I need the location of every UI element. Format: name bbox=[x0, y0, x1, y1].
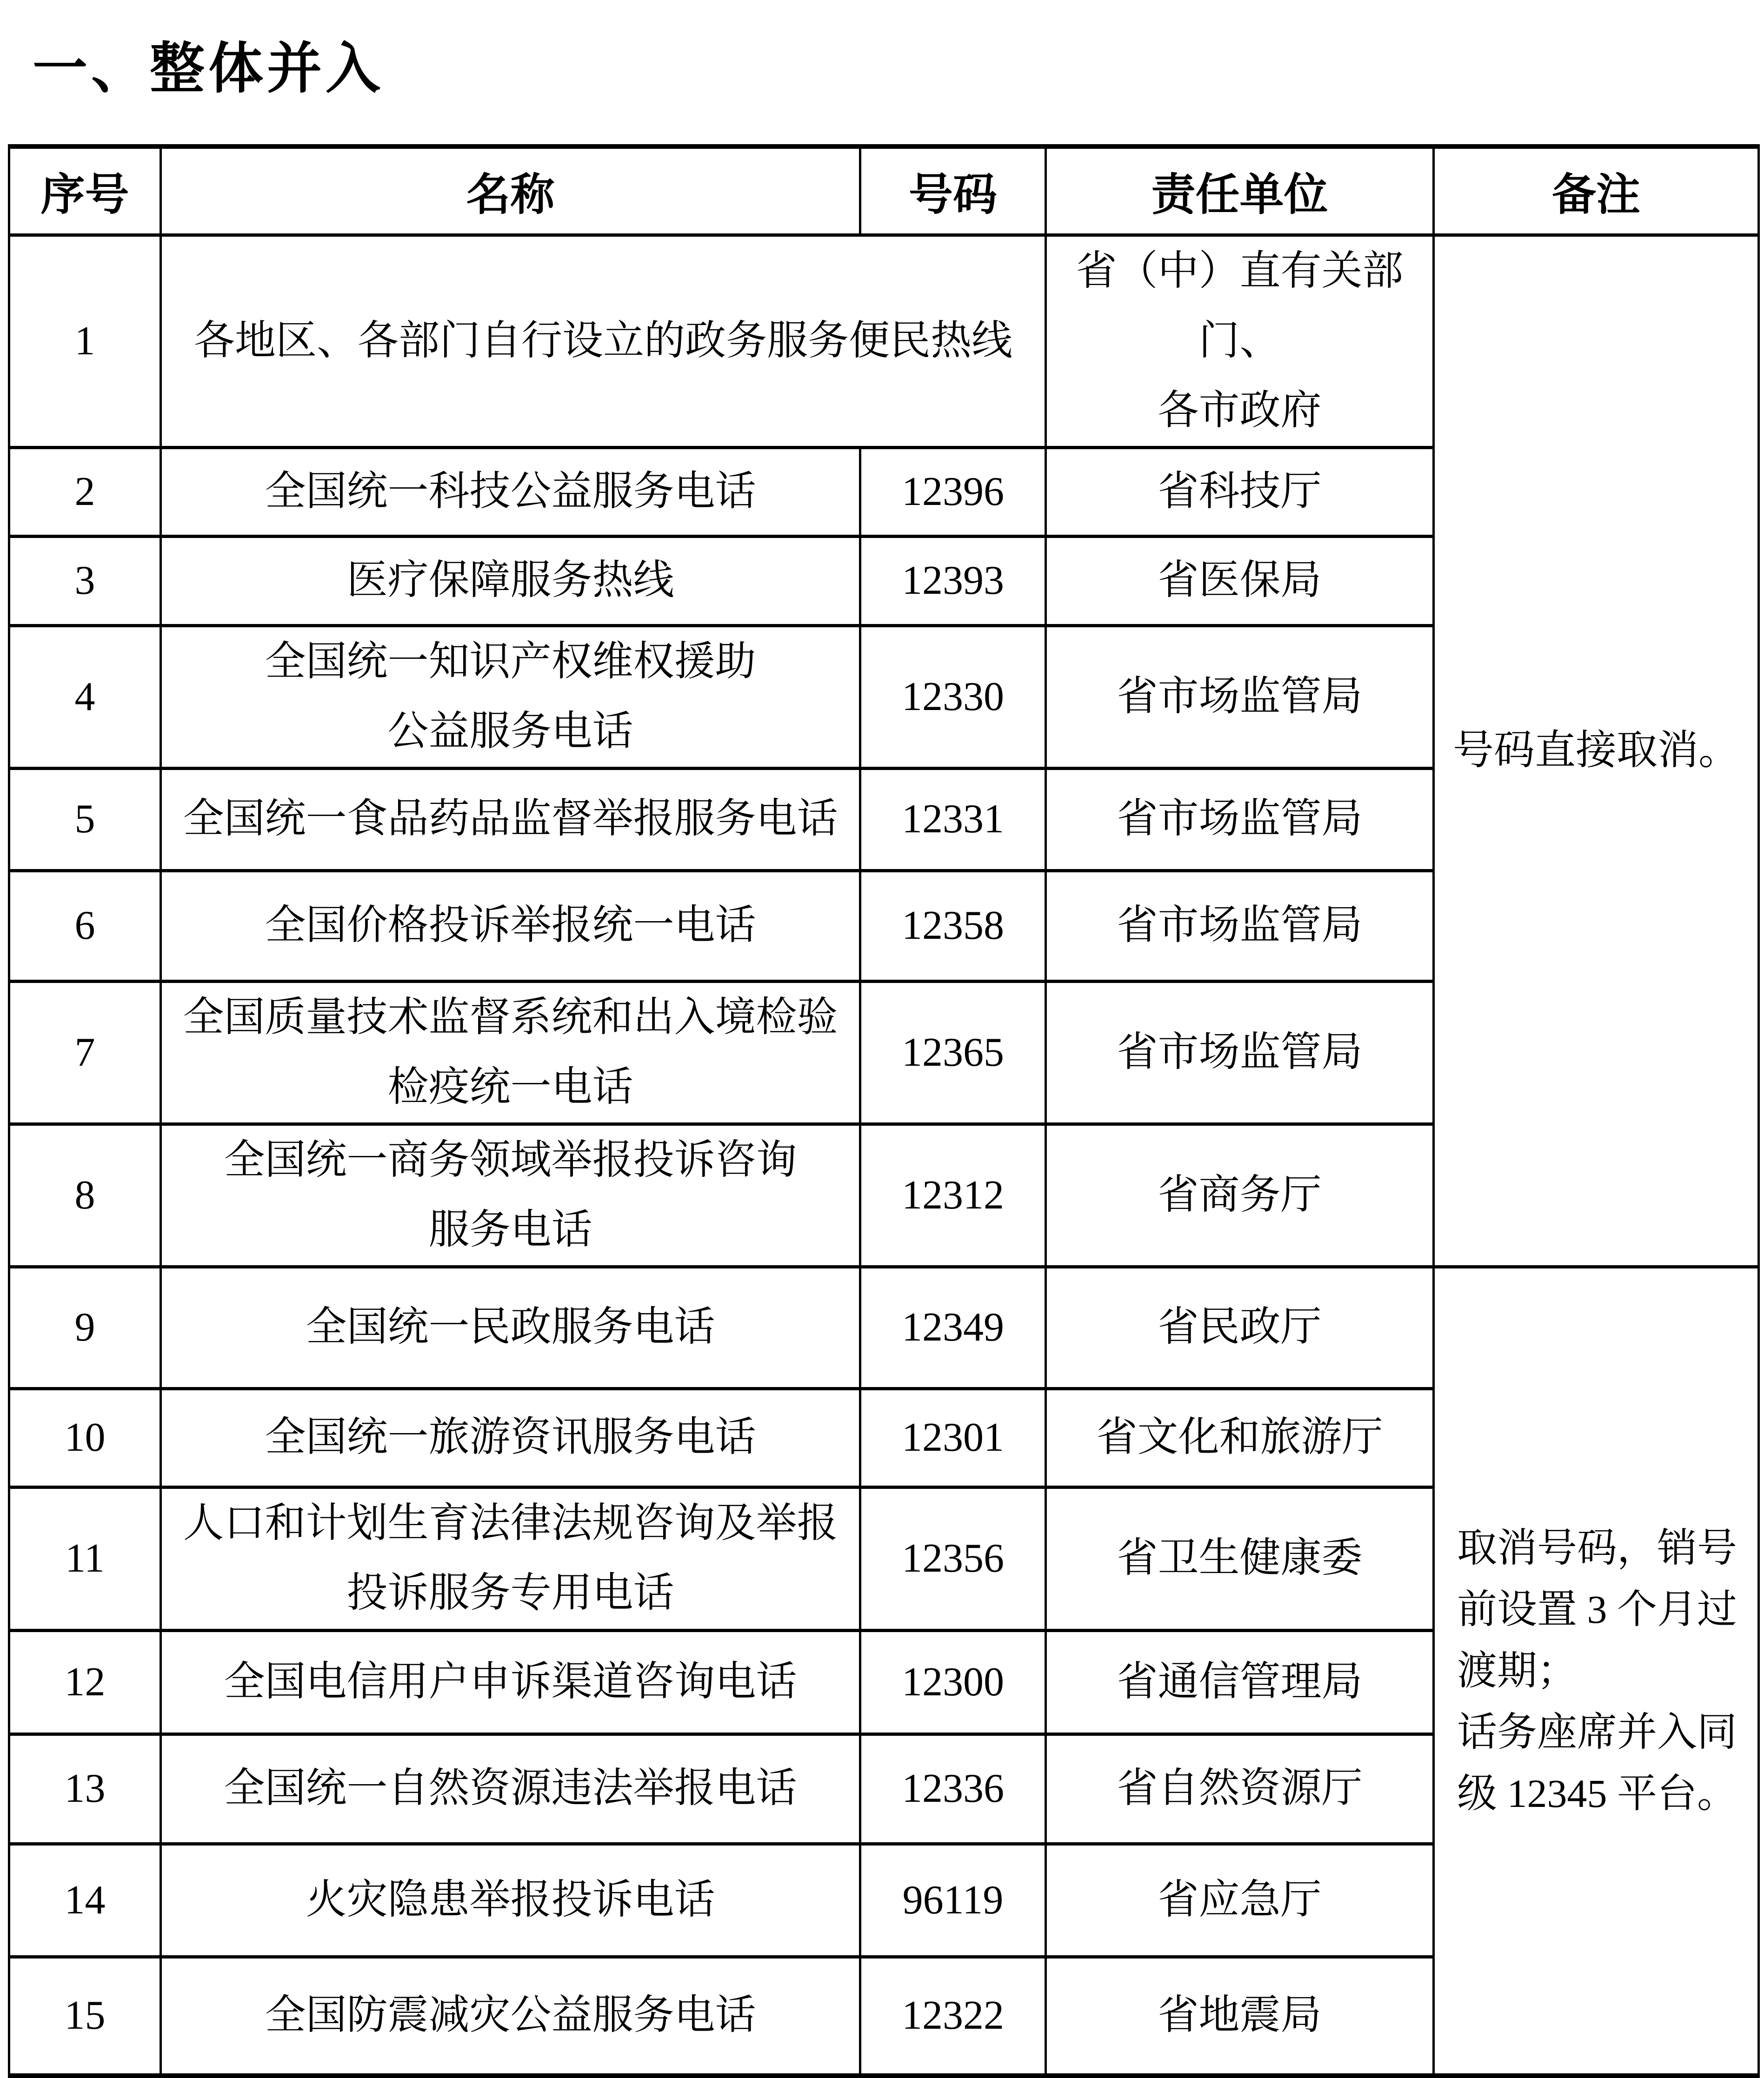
cell-number: 12365 bbox=[860, 981, 1046, 1124]
cell-serial: 2 bbox=[9, 447, 161, 536]
cell-unit: 省自然资源厅 bbox=[1046, 1734, 1434, 1844]
cell-unit: 省民政厅 bbox=[1046, 1267, 1434, 1388]
cell-serial: 9 bbox=[9, 1267, 161, 1388]
cell-name: 火灾隐患举报投诉电话 bbox=[161, 1844, 860, 1957]
remark-line: 取消号码，销号 bbox=[1457, 1526, 1737, 1571]
cell-serial: 11 bbox=[9, 1487, 161, 1630]
cell-unit: 省市场监管局 bbox=[1046, 981, 1434, 1124]
cell-unit: 省科技厅 bbox=[1046, 447, 1434, 536]
table-row bbox=[9, 1267, 1759, 1388]
cell-unit-line: 省（中）直有关部门、 bbox=[1076, 248, 1404, 364]
remark-line: 前设置 3 个月过 bbox=[1457, 1587, 1737, 1632]
cell-unit: 省市场监管局 bbox=[1046, 625, 1434, 768]
cell-name-line: 全国质量技术监督系统和出入境检验 bbox=[183, 995, 838, 1040]
table-header-row bbox=[9, 146, 1759, 235]
cell-number: 12322 bbox=[860, 1957, 1046, 2076]
cell-serial: 12 bbox=[9, 1630, 161, 1734]
cell-name bbox=[161, 981, 860, 1124]
cell-name: 全国价格投诉举报统一电话 bbox=[161, 870, 860, 981]
cell-name-line: 服务电话 bbox=[428, 1207, 592, 1253]
cell-number: 12393 bbox=[860, 536, 1046, 625]
cell-name-line: 投诉服务专用电话 bbox=[346, 1571, 674, 1616]
cell-number: 12301 bbox=[860, 1388, 1046, 1487]
cell-name: 全国统一科技公益服务电话 bbox=[161, 447, 860, 536]
cell-serial: 3 bbox=[9, 536, 161, 625]
header-remark: 备注 bbox=[1434, 146, 1759, 235]
cell-serial: 5 bbox=[9, 768, 161, 870]
cell-number: 12300 bbox=[860, 1630, 1046, 1734]
cell-name: 全国电信用户申诉渠道咨询电话 bbox=[161, 1630, 860, 1734]
cell-name: 全国防震减灾公益服务电话 bbox=[161, 1957, 860, 2076]
cell-unit-line: 各市政府 bbox=[1158, 388, 1322, 433]
remark-line: 级 12345 平台。 bbox=[1457, 1771, 1737, 1816]
cell-remark-rows-9-15 bbox=[1434, 1267, 1759, 2076]
remark-line: 渡期； bbox=[1457, 1648, 1577, 1693]
cell-name-line: 检疫统一电话 bbox=[387, 1064, 633, 1110]
header-number: 号码 bbox=[860, 146, 1046, 235]
cell-number: 12330 bbox=[860, 625, 1046, 768]
cell-unit bbox=[1046, 235, 1434, 447]
cell-unit: 省市场监管局 bbox=[1046, 768, 1434, 870]
cell-name-line: 全国统一商务领域举报投诉咨询 bbox=[224, 1137, 797, 1183]
cell-number: 12336 bbox=[860, 1734, 1046, 1844]
cell-number: 96119 bbox=[860, 1844, 1046, 1957]
cell-unit: 省应急厅 bbox=[1046, 1844, 1434, 1957]
cell-serial: 15 bbox=[9, 1957, 161, 2076]
cell-unit: 省商务厅 bbox=[1046, 1124, 1434, 1267]
cell-name bbox=[161, 1487, 860, 1630]
cell-serial: 4 bbox=[9, 625, 161, 768]
cell-serial: 8 bbox=[9, 1124, 161, 1267]
remark-line: 话务座席并入同 bbox=[1457, 1710, 1737, 1755]
cell-number: 12396 bbox=[860, 447, 1046, 536]
merge-hotlines-table bbox=[8, 144, 1760, 2078]
cell-unit: 省通信管理局 bbox=[1046, 1630, 1434, 1734]
cell-number: 12349 bbox=[860, 1267, 1046, 1388]
cell-number: 12356 bbox=[860, 1487, 1046, 1630]
cell-name: 各地区、各部门自行设立的政务服务便民热线 bbox=[161, 235, 1046, 447]
cell-name bbox=[161, 625, 860, 768]
cell-serial: 13 bbox=[9, 1734, 161, 1844]
page-title: 一、整体并入 bbox=[33, 38, 385, 100]
cell-unit: 省市场监管局 bbox=[1046, 870, 1434, 981]
cell-remark-rows-1-8: 号码直接取消。 bbox=[1434, 235, 1759, 1267]
cell-serial: 7 bbox=[9, 981, 161, 1124]
cell-number: 12312 bbox=[860, 1124, 1046, 1267]
cell-name-line: 人口和计划生育法律法规咨询及举报 bbox=[183, 1501, 838, 1546]
cell-name: 全国统一自然资源违法举报电话 bbox=[161, 1734, 860, 1844]
cell-name: 全国统一旅游资讯服务电话 bbox=[161, 1388, 860, 1487]
cell-name: 全国统一食品药品监督举报服务电话 bbox=[161, 768, 860, 870]
table-row bbox=[9, 235, 1759, 447]
header-name: 名称 bbox=[161, 146, 860, 235]
cell-serial: 6 bbox=[9, 870, 161, 981]
header-unit: 责任单位 bbox=[1046, 146, 1434, 235]
cell-unit: 省文化和旅游厅 bbox=[1046, 1388, 1434, 1487]
header-serial: 序号 bbox=[9, 146, 161, 235]
cell-name-line: 全国统一知识产权维权援助 bbox=[265, 639, 756, 684]
cell-unit: 省地震局 bbox=[1046, 1957, 1434, 2076]
cell-unit: 省卫生健康委 bbox=[1046, 1487, 1434, 1630]
cell-name: 医疗保障服务热线 bbox=[161, 536, 860, 625]
cell-serial: 10 bbox=[9, 1388, 161, 1487]
cell-number: 12331 bbox=[860, 768, 1046, 870]
cell-serial: 1 bbox=[9, 235, 161, 447]
cell-number: 12358 bbox=[860, 870, 1046, 981]
cell-name-line: 公益服务电话 bbox=[387, 709, 633, 754]
cell-name bbox=[161, 1124, 860, 1267]
cell-name: 全国统一民政服务电话 bbox=[161, 1267, 860, 1388]
cell-unit: 省医保局 bbox=[1046, 536, 1434, 625]
cell-serial: 14 bbox=[9, 1844, 161, 1957]
